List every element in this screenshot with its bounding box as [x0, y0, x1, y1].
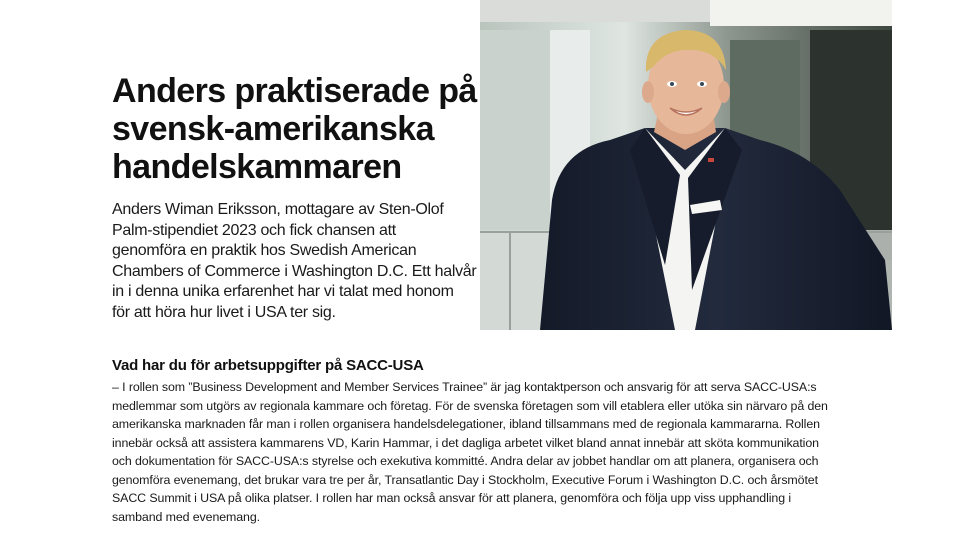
body-line: och dokumentation för SACC-USA:s styrelse och exekutiva kommitté. Andra delar av jobbet handlar om att planera, organisera och — [112, 454, 819, 468]
section-heading: Vad har du för arbetsuppgifter på SACC-USA — [112, 357, 424, 374]
lead-line: för att höra hur livet i USA ter sig. — [112, 303, 336, 321]
lead-line: Anders Wiman Eriksson, mottagare av Sten-Olof — [112, 201, 444, 218]
body-line: innebär också att assistera kammarens VD, Karin Hammar, i det dagliga arbetet vilket bland annat innebär att sköta kommunikation — [112, 435, 819, 450]
headline-line: Anders praktiserade på — [112, 72, 477, 110]
body-line: amerikanska marknaden får man i rollen organisera handelsdelegationer, ibland tillsammans med de regionala kammararna. Rollen — [112, 417, 820, 431]
body-line: SACC Summit i USA på olika platser. I rollen har man också ansvar för att planera, genomföra och följa upp viss upphandling i — [112, 491, 791, 505]
headline-line: svensk-amerikanska — [112, 110, 434, 148]
body-line: genomföra evenemang, det brukar vara tre per år, Transatlantic Day i Stockholm, Executive Forum i Washington D.C. och årsmötet — [112, 472, 818, 487]
portrait-photo — [480, 0, 892, 330]
headline-line: handelskammaren — [112, 148, 402, 186]
lead-line: genomföra en praktik hos Swedish American — [112, 242, 417, 260]
article-headline — [112, 72, 477, 186]
section-body — [112, 378, 852, 526]
body-line: – I rollen som ”Business Development and Member Services Trainee” är jag kontaktperson och ansvarig för att serva SACC-USA:s — [112, 380, 817, 394]
body-line: medlemmar som utgörs av regionala kammare och företag. För de svenska företagen som vill etablera eller utöka sin närvaro på den — [112, 398, 828, 413]
lead-line: Chambers of Commerce i Washington D.C. Ett halvår — [112, 262, 477, 280]
body-line: samband med evenemang. — [112, 509, 260, 524]
article-lead — [112, 200, 477, 324]
lead-line: Palm-stipendiet 2023 och fick chansen att — [112, 221, 396, 239]
lead-line: in i denna unika erfarenhet har vi talat med honom — [112, 283, 454, 301]
